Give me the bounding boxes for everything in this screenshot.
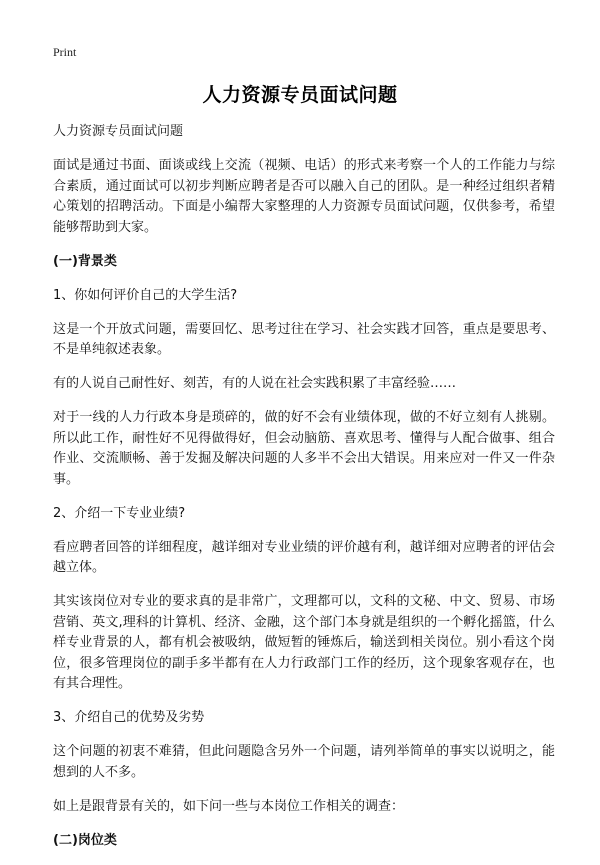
document-title: 人力资源专员面试问题 [202, 84, 398, 106]
paragraph: 这是一个开放式问题，需要回忆、思考过往在学习、社会实践才回答，重点是要思考、不是单纯叙述表象。 [53, 321, 555, 357]
paragraph: 这个问题的初衷不难猜，但此问题隐含另外一个问题，请列举简单的事实以说明之，能想到的人不多。 [53, 744, 555, 780]
document-subtitle: 人力资源专员面试问题 [53, 124, 184, 139]
section-heading-position: (二)岗位类 [53, 832, 117, 848]
question-1: 1、你如何评价自己的大学生活? [53, 287, 238, 303]
paragraph: 对于一线的人力行政本身是琐碎的，做的好不会有业绩体现，做的不好立刻有人挑剔。所以此工作，耐性好不见得做得好，但会动脑筋、喜欢思考、懂得与人配合做事、组合作业、交流顺畅、善于发掘及解决问题的人多半不会出大错误。用来应对一件又一件杂事。 [53, 410, 555, 487]
question-2: 2、介绍一下专业业绩? [53, 505, 186, 521]
paragraph: 有的人说自己耐性好、刻苦，有的人说在社会实践积累了丰富经验…… [53, 376, 457, 391]
print-label: Print [53, 45, 77, 59]
paragraph: 看应聘者回答的详细程度，越详细对专业业绩的评价越有利，越详细对应聘者的评估会越立体。 [53, 539, 555, 575]
question-3: 3、介绍自己的优势及劣势 [53, 710, 205, 725]
intro-paragraph: 面试是通过书面、面谈或线上交流（视频、电话）的形式来考察一个人的工作能力与综合素质，通过面试可以初步判断应聘者是否可以融入自己的团队。是一种经过组织者精心策划的招聘活动。下面是小编帮大家整理的人力资源专员面试问题，仅供参考，希望能够帮助到大家。 [53, 158, 555, 235]
paragraph: 其实该岗位对专业的要求真的是非常广，文理都可以，文科的文秘、中文、贸易、市场营销、英文,理科的计算机、经济、金融，这个部门本身就是组织的一个孵化摇篮，什么样专业背景的人，都有机会被吸纳，做短暂的锤炼后，输送到相关岗位。别小看这个岗位，很多管理岗位的副手多半都有在人力行政部门工作的经历，这个现象客观存在，也有其合理性。 [53, 594, 555, 691]
paragraph: 如上是跟背景有关的，如下问一些与本岗位工作相关的调查： [53, 798, 405, 814]
document-body [53, 122, 555, 865]
section-heading-background: (一)背景类 [53, 253, 117, 269]
